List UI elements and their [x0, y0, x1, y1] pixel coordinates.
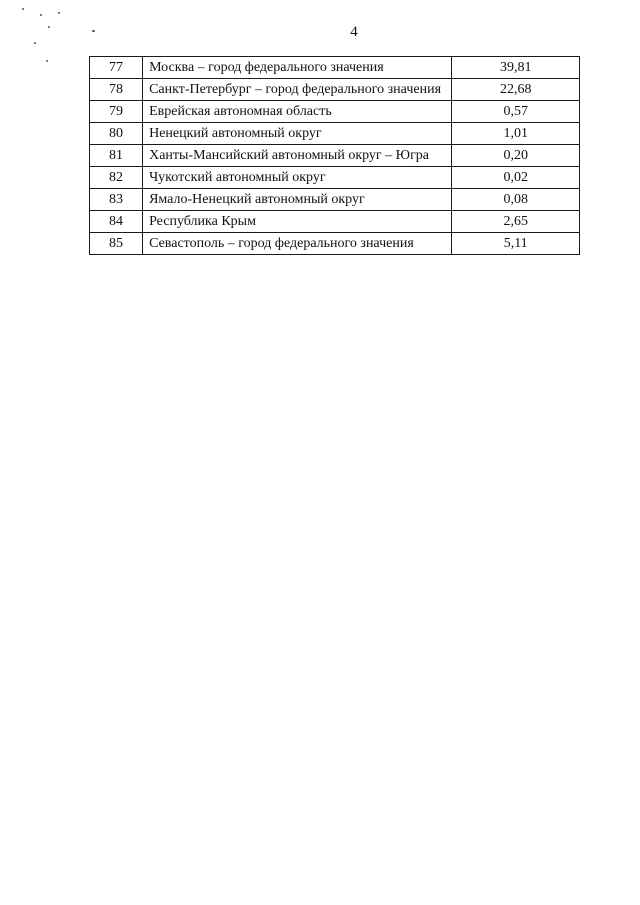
- region-name-cell: Чукотский автономный округ: [143, 167, 452, 189]
- value-cell: 0,20: [452, 145, 580, 167]
- table-row: [90, 145, 580, 167]
- region-name-cell: Санкт-Петербург – город федерального значения: [143, 79, 452, 101]
- value-cell: 39,81: [452, 57, 580, 79]
- table-row: [90, 57, 580, 79]
- regions-table: [89, 56, 580, 255]
- table-row: [90, 233, 580, 255]
- scan-speck: [58, 12, 60, 14]
- table-row: [90, 189, 580, 211]
- value-cell: 0,08: [452, 189, 580, 211]
- value-cell: 1,01: [452, 123, 580, 145]
- region-name-cell: Севастополь – город федерального значения: [143, 233, 452, 255]
- scan-speck: [22, 8, 24, 10]
- page-number: 4: [350, 24, 358, 40]
- row-number-cell: 79: [90, 101, 143, 123]
- table-body: [90, 57, 580, 255]
- table-row: [90, 167, 580, 189]
- region-name-cell: Республика Крым: [143, 211, 452, 233]
- row-number-cell: 83: [90, 189, 143, 211]
- region-name-cell: Ханты-Мансийский автономный округ – Югра: [143, 145, 452, 167]
- region-name-cell: Ненецкий автономный округ: [143, 123, 452, 145]
- table-row: [90, 211, 580, 233]
- value-cell: 0,57: [452, 101, 580, 123]
- row-number-cell: 82: [90, 167, 143, 189]
- scan-speck: [48, 26, 50, 28]
- region-name-cell: Ямало-Ненецкий автономный округ: [143, 189, 452, 211]
- row-number-cell: 77: [90, 57, 143, 79]
- row-number-cell: 84: [90, 211, 143, 233]
- table-row: [90, 123, 580, 145]
- scan-speck: [40, 14, 42, 16]
- region-name-cell: Еврейская автономная область: [143, 101, 452, 123]
- row-number-cell: 81: [90, 145, 143, 167]
- region-name-cell: Москва – город федерального значения: [143, 57, 452, 79]
- row-number-cell: 85: [90, 233, 143, 255]
- table-row: [90, 101, 580, 123]
- value-cell: 0,02: [452, 167, 580, 189]
- table-row: [90, 79, 580, 101]
- value-cell: 2,65: [452, 211, 580, 233]
- scan-speck: [46, 60, 48, 62]
- scan-speck: [92, 30, 95, 32]
- scan-speck: [34, 42, 36, 44]
- row-number-cell: 78: [90, 79, 143, 101]
- row-number-cell: 80: [90, 123, 143, 145]
- value-cell: 22,68: [452, 79, 580, 101]
- value-cell: 5,11: [452, 233, 580, 255]
